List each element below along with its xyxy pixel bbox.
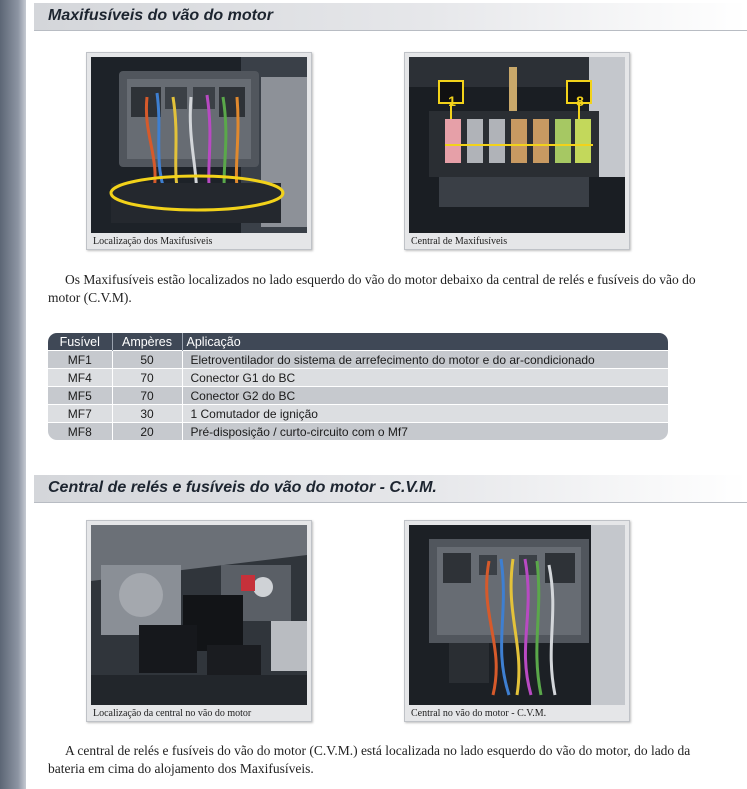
table-row (48, 351, 668, 369)
cell-application: 1 Comutador de ignição (182, 405, 668, 423)
fuse-label-1: 1 (448, 93, 456, 109)
maxifuse-box-image (409, 57, 625, 233)
cell-application: Pré-disposição / curto-circuito com o Mf7 (182, 423, 668, 441)
paragraph-maxifuse-location: Os Maxifusíveis estão localizados no lado esquerdo do vão do motor debaixo da central de relés e fusíveis do vão do motor (C.V.M). (48, 272, 696, 305)
cvm-box-image (409, 525, 625, 705)
cell-fuse: MF5 (48, 387, 112, 405)
table-row (48, 405, 668, 423)
table-row (48, 369, 668, 387)
cell-amps: 30 (112, 405, 182, 423)
photo-maxifuse-location (86, 52, 312, 250)
cell-amps: 50 (112, 351, 182, 369)
engine-fusebox-image (91, 57, 307, 233)
photo-central-location (86, 520, 312, 722)
cell-application: Conector G2 do BC (182, 387, 668, 405)
photo-caption: Central de Maxifusíveis (411, 236, 508, 247)
cell-amps: 70 (112, 387, 182, 405)
cell-application: Eletroventilador do sistema de arrefecimento do motor e do ar-condicionado (182, 351, 668, 369)
cell-amps: 20 (112, 423, 182, 441)
photo-caption: Localização da central no vão do motor (93, 708, 252, 719)
cell-fuse: MF8 (48, 423, 112, 441)
header-fuse: Fusível (48, 333, 112, 351)
section-header-cvm (34, 475, 747, 503)
cell-amps: 70 (112, 369, 182, 387)
paragraph-cvm-location: A central de relés e fusíveis do vão do motor (C.V.M.) está localizada no lado esquerdo do vão do motor, do lado da bateria em cima do alojamento dos Maxifusíveis. (48, 743, 691, 776)
cell-application: Conector G1 do BC (182, 369, 668, 387)
left-margin-bar (0, 0, 26, 789)
table-row (48, 387, 668, 405)
header-application: Aplicação (182, 333, 668, 351)
section-header-maxifuses (34, 3, 747, 31)
table-row (48, 423, 668, 441)
photo-caption: Localização dos Maxifusíveis (93, 236, 213, 247)
photo-caption: Central no vão do motor - C.V.M. (411, 708, 547, 719)
maxifuse-table (48, 333, 668, 440)
fuse-label-8: 8 (576, 93, 584, 109)
photo-maxifuse-box (404, 52, 630, 250)
table-header-row (48, 333, 668, 351)
cell-fuse: MF1 (48, 351, 112, 369)
section-title: Maxifusíveis do vão do motor (48, 7, 273, 24)
section-title: Central de relés e fusíveis do vão do motor - C.V.M. (48, 479, 437, 496)
photo-central-cvm (404, 520, 630, 722)
engine-bay-image (91, 525, 307, 705)
cell-fuse: MF4 (48, 369, 112, 387)
cell-fuse: MF7 (48, 405, 112, 423)
header-amps: Ampères (112, 333, 182, 351)
